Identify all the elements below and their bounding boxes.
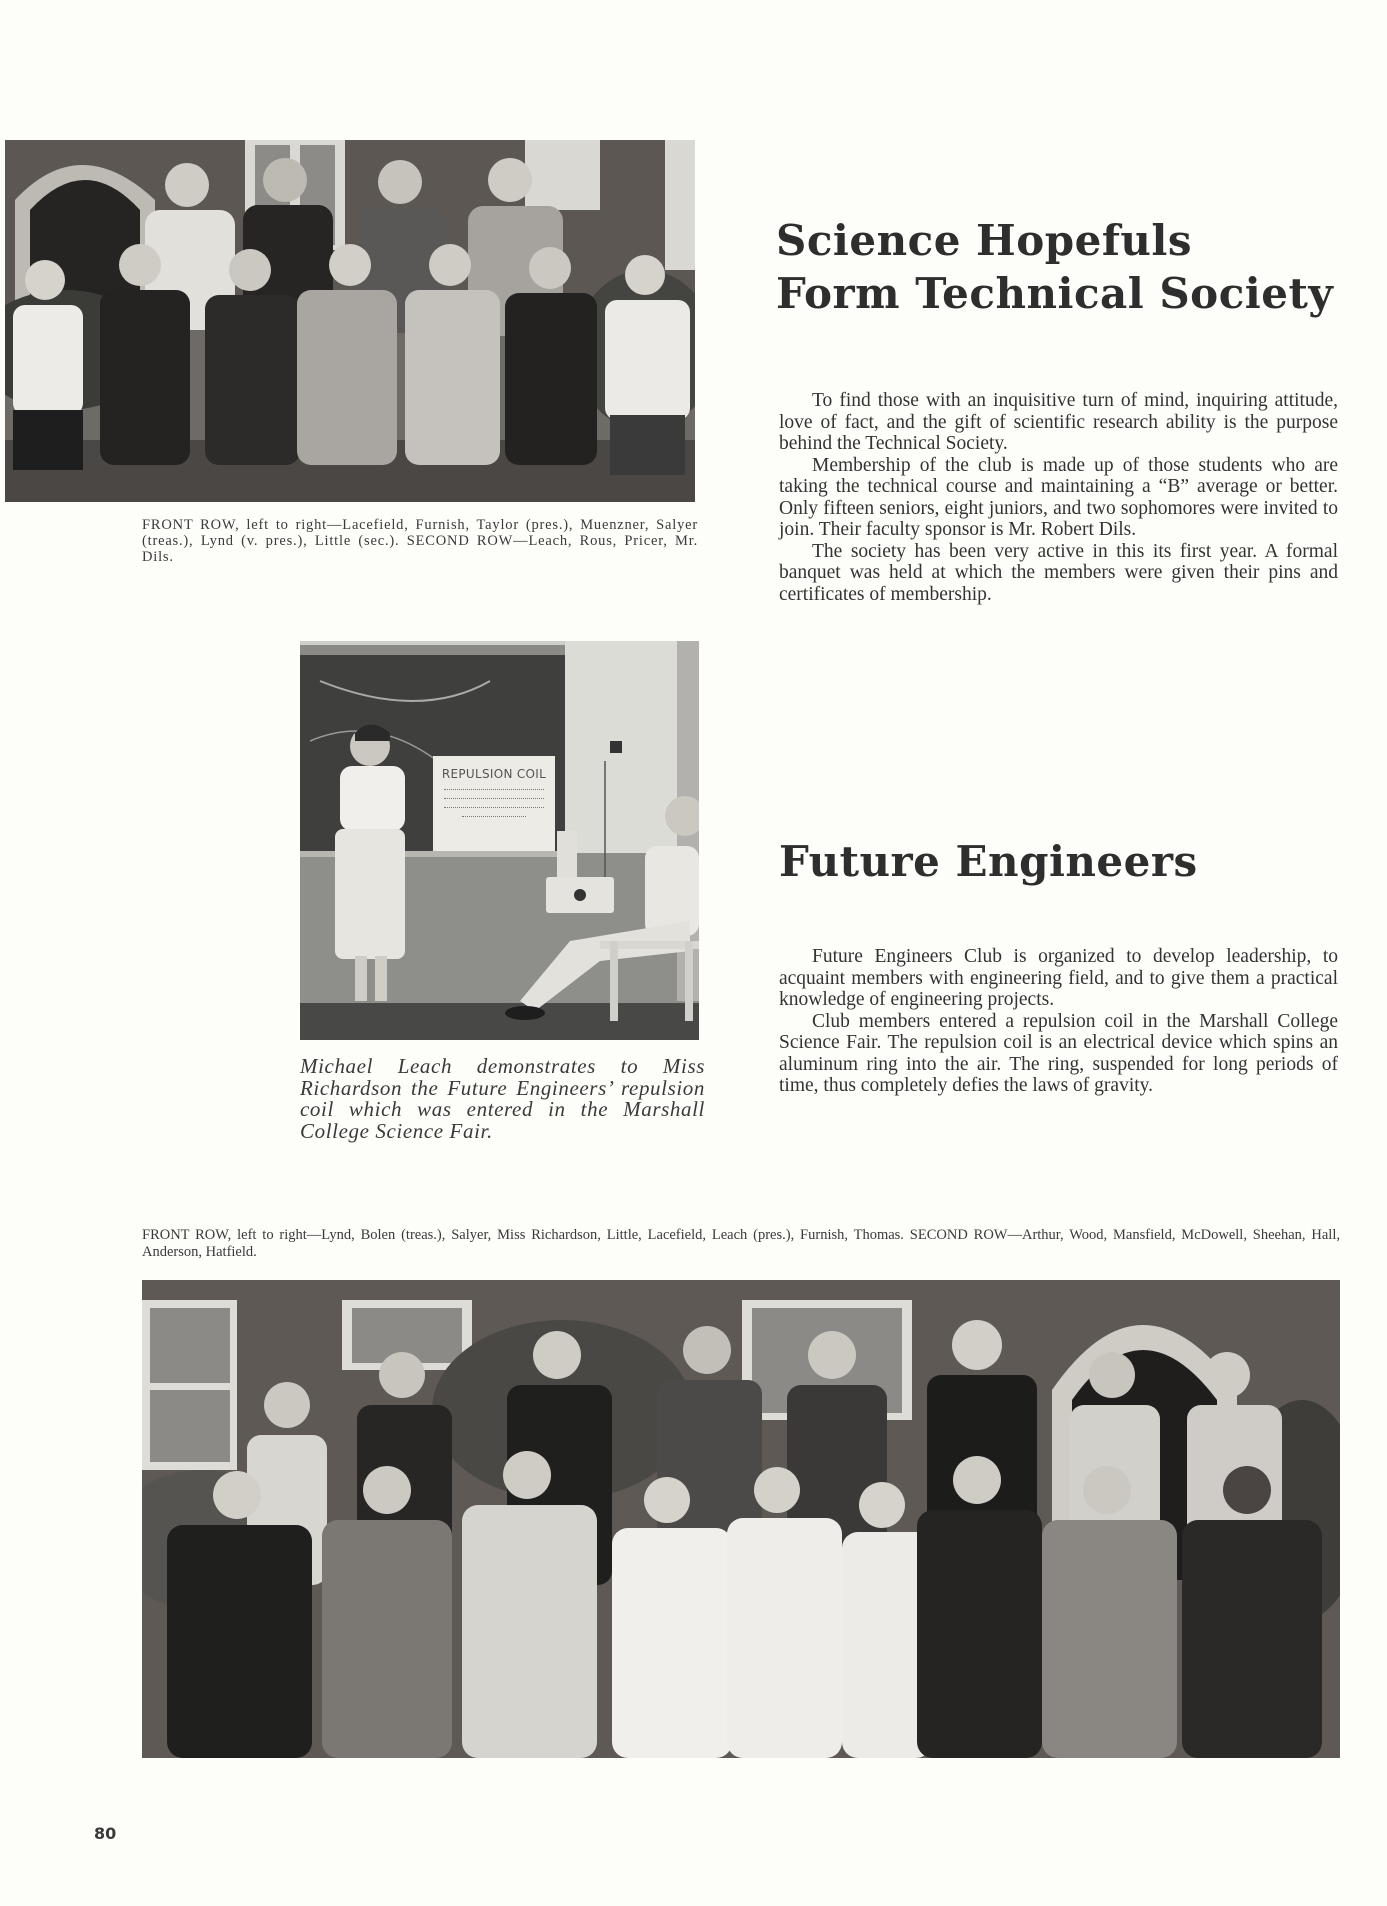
headline-line-1: Science Hopefuls — [776, 216, 1193, 265]
article-paragraph: Membership of the club is made up of those students who are taking the technical course and maintaining a “B” average or better. Only fifteen seniors, eight juniors, and two sophomores were invited to join. Their faculty sponsor is Mr. Robert Dils. — [779, 454, 1338, 540]
group-photo-illustration — [142, 1280, 1340, 1758]
repulsion-coil-demo-photo — [300, 641, 699, 1040]
future-engineers-article — [779, 946, 1338, 1097]
future-engineers-photo-caption: FRONT ROW, left to right—Lynd, Bolen (treas.), Salyer, Miss Richardson, Little, Lacefield, Leach (pres.), Furnish, Thomas. SECOND ROW—Arthur, Wood, Mansfield, McDowell, Sheehan, Hall, Anderson, Hatfield. — [142, 1227, 1340, 1260]
article-paragraph: Club members entered a repulsion coil in the Marshall College Science Fair. The repulsion coil is an electrical device which spins an aluminum ring into the air. The ring, suspended for long periods of time, thus completely defies the laws of gravity. — [779, 1010, 1338, 1096]
future-engineers-headline: Future Engineers — [779, 837, 1198, 886]
sign-handwriting — [444, 789, 544, 818]
sign-title: REPULSION COIL — [441, 767, 547, 781]
technical-society-article — [779, 390, 1338, 605]
article-paragraph: To find those with an inquisitive turn of mind, inquiring attitude, love of fact, and the gift of scientific research ability is the purpose behind the Technical Society. — [779, 390, 1338, 454]
article-paragraph: Future Engineers Club is organized to develop leadership, to acquaint members with engineering field, and to give them a practical knowledge of engineering projects. — [779, 946, 1338, 1010]
page-number: 80 — [94, 1824, 117, 1843]
group-photo-illustration — [5, 140, 695, 502]
demo-photo-caption: Michael Leach demonstrates to Miss Richardson the Future Engineers’ repulsion coil which was entered in the Marshall College Science Fair. — [300, 1054, 705, 1143]
repulsion-coil-sign — [433, 756, 555, 851]
article-paragraph: The society has been very active in this its first year. A formal banquet was held at which the members were given their pins and certificates of membership. — [779, 540, 1338, 605]
technical-society-group-photo — [5, 140, 695, 502]
future-engineers-group-photo — [142, 1280, 1340, 1758]
technical-society-photo-caption: FRONT ROW, left to right—Lacefield, Furnish, Taylor (pres.), Muenzner, Salyer (treas.), Lynd (v. pres.), Little (sec.). SECOND ROW—Leach, Rous, Pricer, Mr. Dils. — [142, 517, 698, 565]
technical-society-headline — [776, 214, 1346, 320]
headline-line-2: Form Technical Society — [776, 269, 1334, 318]
